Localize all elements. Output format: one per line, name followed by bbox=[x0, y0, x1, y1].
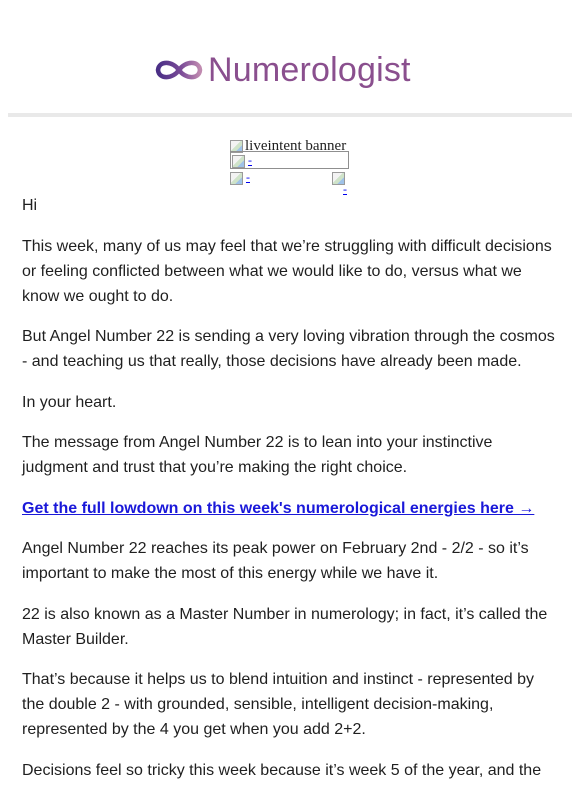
body-paragraph: Decisions feel so tricky this week because it’s week 5 of the year, and the bbox=[22, 761, 542, 779]
body-paragraph: In your heart. bbox=[22, 393, 117, 411]
body-paragraph: This week, many of us may feel that we’re struggling with difficult decisions or feeling conflicted between what we would like to do, versus what we know we ought to do. bbox=[22, 237, 552, 305]
ad-link-left[interactable]: - bbox=[246, 170, 250, 184]
email-body bbox=[22, 193, 560, 798]
broken-image-icon bbox=[232, 155, 245, 168]
body-paragraph: 22 is also known as a Master Number in numerology; in fact, it’s called the Master Builder. bbox=[22, 605, 548, 648]
infinity-icon bbox=[154, 55, 204, 85]
body-paragraph: The message from Angel Number 22 is to lean into your instinctive judgment and trust that you’re making the right choice. bbox=[22, 434, 493, 476]
weekly-energies-link[interactable]: Get the full lowdown on this week's numerological energies here → bbox=[22, 499, 535, 517]
cta-paragraph bbox=[22, 496, 560, 521]
body-paragraph: But Angel Number 22 is sending a very loving vibration through the cosmos - and teaching us that really, those decisions have already been made. bbox=[22, 328, 555, 370]
numerologist-logo[interactable] bbox=[154, 50, 411, 90]
ad-image-frame[interactable] bbox=[230, 151, 349, 169]
broken-image-icon bbox=[230, 172, 243, 185]
email-header bbox=[0, 0, 580, 112]
body-paragraph: Angel Number 22 reaches its peak power on February 2nd - 2/2 - so it’s important to make the most of this energy while we have it. bbox=[22, 540, 529, 582]
brand-name: Numerologist bbox=[208, 51, 411, 89]
ad-link-right[interactable]: - bbox=[343, 182, 347, 196]
header-divider bbox=[8, 113, 572, 117]
body-paragraph: That’s because it helps us to blend intuition and instinct - represented by the double 2 - with grounded, sensible, intelligent decision-making, represented by the 4 you get when you add 2+2. bbox=[22, 671, 535, 738]
ad-banner-alt: liveintent banner bbox=[245, 138, 347, 154]
greeting: Hi bbox=[22, 197, 38, 214]
ad-frame-link[interactable]: - bbox=[248, 153, 252, 167]
